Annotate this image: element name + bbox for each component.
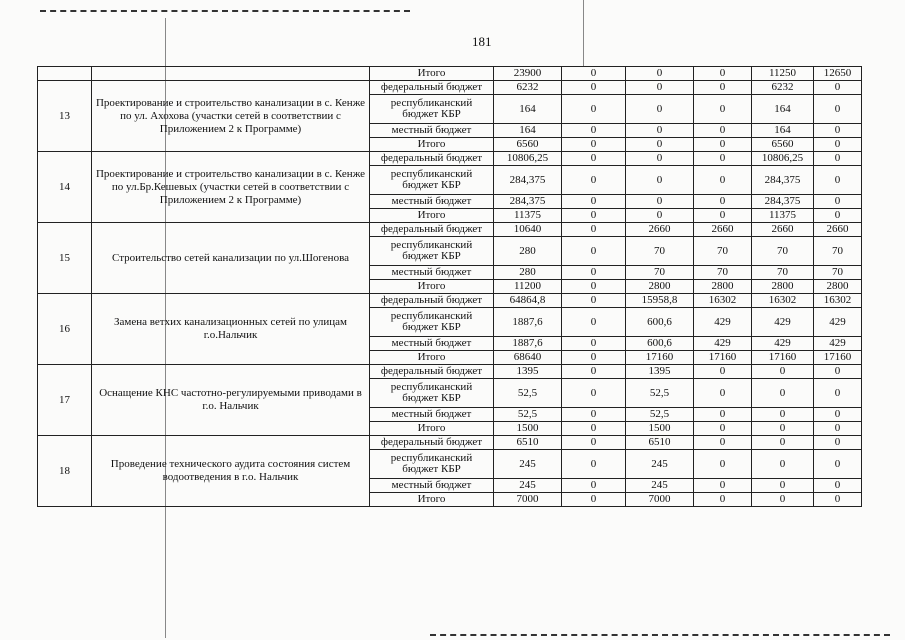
cell-value: 0: [562, 365, 626, 379]
cell-value: 0: [752, 436, 814, 450]
cell-value: 17160: [694, 351, 752, 365]
cell-value-total: 10806,25: [494, 152, 562, 166]
cell-value: 0: [626, 81, 694, 95]
cell-value: 245: [626, 450, 694, 479]
cell-value: 0: [562, 379, 626, 408]
cell-value: 11375: [752, 209, 814, 223]
cell-value: 16302: [752, 294, 814, 308]
scan-dash-top: [40, 10, 410, 12]
cell-value: 1395: [626, 365, 694, 379]
funding-source: местный бюджет: [370, 195, 494, 209]
cell-value: 0: [562, 209, 626, 223]
cell-value-total: 164: [494, 95, 562, 124]
cell-value: 164: [752, 95, 814, 124]
cell-value: 0: [694, 138, 752, 152]
cell-value: 0: [562, 266, 626, 280]
project-number: 13: [38, 81, 92, 152]
cell-value: 70: [626, 266, 694, 280]
cell-value: 0: [562, 436, 626, 450]
cell-value: 6560: [752, 138, 814, 152]
cell-value: 0: [752, 450, 814, 479]
cell-value: 0: [562, 337, 626, 351]
scan-dash-bottom: [430, 634, 890, 636]
cell-value: 6510: [626, 436, 694, 450]
cell-value: 2660: [694, 223, 752, 237]
funding-source: Итого: [370, 280, 494, 294]
cell-value: 2800: [752, 280, 814, 294]
cell-value: 0: [694, 152, 752, 166]
cell-value: 70: [814, 237, 862, 266]
cell-value-total: 52,5: [494, 379, 562, 408]
cell-value: 7000: [626, 493, 694, 507]
cell-value-total: 11200: [494, 280, 562, 294]
cell-value: 0: [562, 152, 626, 166]
cell-value-total: 7000: [494, 493, 562, 507]
cell-value-total: 23900: [494, 67, 562, 81]
table-row: [38, 81, 862, 95]
funding-source: местный бюджет: [370, 337, 494, 351]
funding-source: республиканский бюджет КБР: [370, 308, 494, 337]
cell-value: 284,375: [752, 166, 814, 195]
cell-value: 0: [626, 95, 694, 124]
cell-value: 0: [694, 408, 752, 422]
cell-value: 2660: [626, 223, 694, 237]
project-number: 16: [38, 294, 92, 365]
project-number: 14: [38, 152, 92, 223]
cell-value: 0: [562, 67, 626, 81]
cell-num-empty: [38, 67, 92, 81]
cell-value: 0: [814, 195, 862, 209]
cell-value-total: 245: [494, 450, 562, 479]
cell-value: 70: [752, 266, 814, 280]
cell-value: 0: [752, 422, 814, 436]
cell-value: 0: [814, 379, 862, 408]
cell-value: 0: [694, 95, 752, 124]
funding-source: Итого: [370, 493, 494, 507]
funding-source: федеральный бюджет: [370, 152, 494, 166]
table-row: [38, 294, 862, 308]
cell-value: 52,5: [626, 379, 694, 408]
cell-value: 17160: [814, 351, 862, 365]
cell-value: 10806,25: [752, 152, 814, 166]
cell-value: 0: [694, 479, 752, 493]
cell-value: 0: [626, 138, 694, 152]
funding-source: местный бюджет: [370, 479, 494, 493]
cell-value: 0: [752, 379, 814, 408]
budget-table: [37, 66, 862, 507]
cell-value: 0: [694, 379, 752, 408]
cell-value: 0: [562, 166, 626, 195]
project-title: Замена ветхих канализационных сетей по улицам г.о.Нальчик: [92, 294, 370, 365]
cell-value: 0: [562, 308, 626, 337]
cell-value-total: 1887,6: [494, 308, 562, 337]
cell-value: 0: [562, 280, 626, 294]
project-title: Проведение технического аудита состояния систем водоотведения в г.о. Нальчик: [92, 436, 370, 507]
cell-value: 0: [814, 152, 862, 166]
funding-source: республиканский бюджет КБР: [370, 237, 494, 266]
funding-source: федеральный бюджет: [370, 294, 494, 308]
table-row: [38, 436, 862, 450]
project-number: 15: [38, 223, 92, 294]
project-title: Строительство сетей канализации по ул.Шогенова: [92, 223, 370, 294]
cell-value: 0: [814, 493, 862, 507]
cell-value-total: 11375: [494, 209, 562, 223]
cell-value: 284,375: [752, 195, 814, 209]
cell-title-empty: [92, 67, 370, 81]
cell-value: 164: [752, 124, 814, 138]
cell-value-total: 6232: [494, 81, 562, 95]
project-number: 17: [38, 365, 92, 436]
cell-value: 429: [814, 337, 862, 351]
cell-value: 0: [814, 166, 862, 195]
cell-value: 0: [814, 365, 862, 379]
cell-value: 52,5: [626, 408, 694, 422]
funding-source: республиканский бюджет КБР: [370, 166, 494, 195]
cell-value: 2800: [694, 280, 752, 294]
project-number: 18: [38, 436, 92, 507]
cell-value: 0: [562, 237, 626, 266]
funding-source: федеральный бюджет: [370, 365, 494, 379]
cell-value: 0: [814, 436, 862, 450]
cell-value: 0: [626, 209, 694, 223]
cell-value: 429: [694, 337, 752, 351]
cell-value: 0: [694, 67, 752, 81]
funding-source: республиканский бюджет КБР: [370, 379, 494, 408]
cell-value-total: 280: [494, 266, 562, 280]
cell-value: 70: [814, 266, 862, 280]
project-title: Оснащение КНС частотно-регулируемыми приводами в г.о. Нальчик: [92, 365, 370, 436]
cell-value: 0: [814, 209, 862, 223]
scan-fold-line-center: [583, 0, 584, 66]
cell-value: 0: [814, 479, 862, 493]
cell-value: 0: [626, 166, 694, 195]
cell-value: 0: [626, 195, 694, 209]
cell-value: 70: [752, 237, 814, 266]
cell-value: 429: [814, 308, 862, 337]
funding-source: республиканский бюджет КБР: [370, 450, 494, 479]
cell-value: 0: [626, 124, 694, 138]
table-row: [38, 152, 862, 166]
page-number: 181: [472, 34, 492, 49]
cell-value: 0: [752, 479, 814, 493]
cell-value: 0: [694, 81, 752, 95]
table-body: [38, 67, 862, 507]
funding-source: местный бюджет: [370, 408, 494, 422]
cell-value: 0: [752, 365, 814, 379]
funding-source: Итого: [370, 209, 494, 223]
cell-value-total: 284,375: [494, 166, 562, 195]
cell-value: 6232: [752, 81, 814, 95]
cell-value: 0: [694, 436, 752, 450]
cell-value: 1500: [626, 422, 694, 436]
project-title: Проектирование и строительство канализации в с. Кенже по ул. Ахохова (участки сетей в соответствии с Приложением 2 к Программе): [92, 81, 370, 152]
cell-value: 2660: [752, 223, 814, 237]
table-row: [38, 365, 862, 379]
cell-value: 0: [752, 408, 814, 422]
cell-value: 0: [694, 124, 752, 138]
cell-value: 0: [626, 152, 694, 166]
cell-value: 11250: [752, 67, 814, 81]
cell-value: 12650: [814, 67, 862, 81]
cell-value: 0: [562, 124, 626, 138]
cell-value: 0: [562, 95, 626, 124]
cell-value: 17160: [752, 351, 814, 365]
cell-value: 0: [694, 209, 752, 223]
funding-source: федеральный бюджет: [370, 223, 494, 237]
cell-value-total: 280: [494, 237, 562, 266]
cell-value-total: 10640: [494, 223, 562, 237]
cell-value: 0: [562, 422, 626, 436]
cell-value-total: 6510: [494, 436, 562, 450]
cell-value: 0: [562, 351, 626, 365]
cell-value: 2800: [626, 280, 694, 294]
cell-value: 0: [814, 450, 862, 479]
cell-value: 17160: [626, 351, 694, 365]
cell-value-total: 284,375: [494, 195, 562, 209]
cell-value-total: 245: [494, 479, 562, 493]
cell-value: 0: [694, 493, 752, 507]
cell-value: 0: [562, 223, 626, 237]
cell-value-total: 64864,8: [494, 294, 562, 308]
cell-value: 0: [694, 166, 752, 195]
cell-value: 2800: [814, 280, 862, 294]
cell-value-total: 1887,6: [494, 337, 562, 351]
cell-value-total: 1395: [494, 365, 562, 379]
cell-value-total: 52,5: [494, 408, 562, 422]
cell-value: 0: [694, 450, 752, 479]
funding-source: Итого: [370, 351, 494, 365]
cell-value-total: 164: [494, 124, 562, 138]
cell-value: 429: [694, 308, 752, 337]
cell-value: 0: [694, 365, 752, 379]
cell-value: 0: [814, 124, 862, 138]
table-row: [38, 223, 862, 237]
cell-value: 15958,8: [626, 294, 694, 308]
cell-value: 0: [562, 81, 626, 95]
cell-value: 0: [814, 422, 862, 436]
cell-value: 0: [752, 493, 814, 507]
cell-value: 0: [562, 493, 626, 507]
cell-value: 0: [562, 138, 626, 152]
cell-source: Итого: [370, 67, 494, 81]
cell-value: 2660: [814, 223, 862, 237]
cell-value: 0: [694, 195, 752, 209]
cell-value: 0: [814, 81, 862, 95]
cell-value: 600,6: [626, 308, 694, 337]
table-row-top-total: [38, 67, 862, 81]
cell-value: 0: [694, 422, 752, 436]
cell-value: 600,6: [626, 337, 694, 351]
funding-source: местный бюджет: [370, 124, 494, 138]
cell-value: 0: [562, 450, 626, 479]
funding-source: республиканский бюджет КБР: [370, 95, 494, 124]
funding-source: федеральный бюджет: [370, 81, 494, 95]
cell-value-total: 1500: [494, 422, 562, 436]
funding-source: местный бюджет: [370, 266, 494, 280]
cell-value: 245: [626, 479, 694, 493]
funding-source: Итого: [370, 422, 494, 436]
cell-value: 0: [562, 195, 626, 209]
cell-value: 0: [562, 479, 626, 493]
cell-value: 16302: [814, 294, 862, 308]
cell-value: 429: [752, 337, 814, 351]
cell-value: 0: [814, 138, 862, 152]
cell-value: 0: [814, 95, 862, 124]
cell-value: 0: [562, 408, 626, 422]
cell-value: 16302: [694, 294, 752, 308]
project-title: Проектирование и строительство канализации в с. Кенже по ул.Бр.Кешевых (участки сетей в соответствии с Приложением 2 к Программе): [92, 152, 370, 223]
cell-value: 70: [694, 237, 752, 266]
funding-source: Итого: [370, 138, 494, 152]
cell-value-total: 6560: [494, 138, 562, 152]
cell-value: 429: [752, 308, 814, 337]
cell-value-total: 68640: [494, 351, 562, 365]
cell-value: 70: [694, 266, 752, 280]
cell-value: 0: [626, 67, 694, 81]
funding-source: федеральный бюджет: [370, 436, 494, 450]
cell-value: 0: [814, 408, 862, 422]
cell-value: 70: [626, 237, 694, 266]
cell-value: 0: [562, 294, 626, 308]
